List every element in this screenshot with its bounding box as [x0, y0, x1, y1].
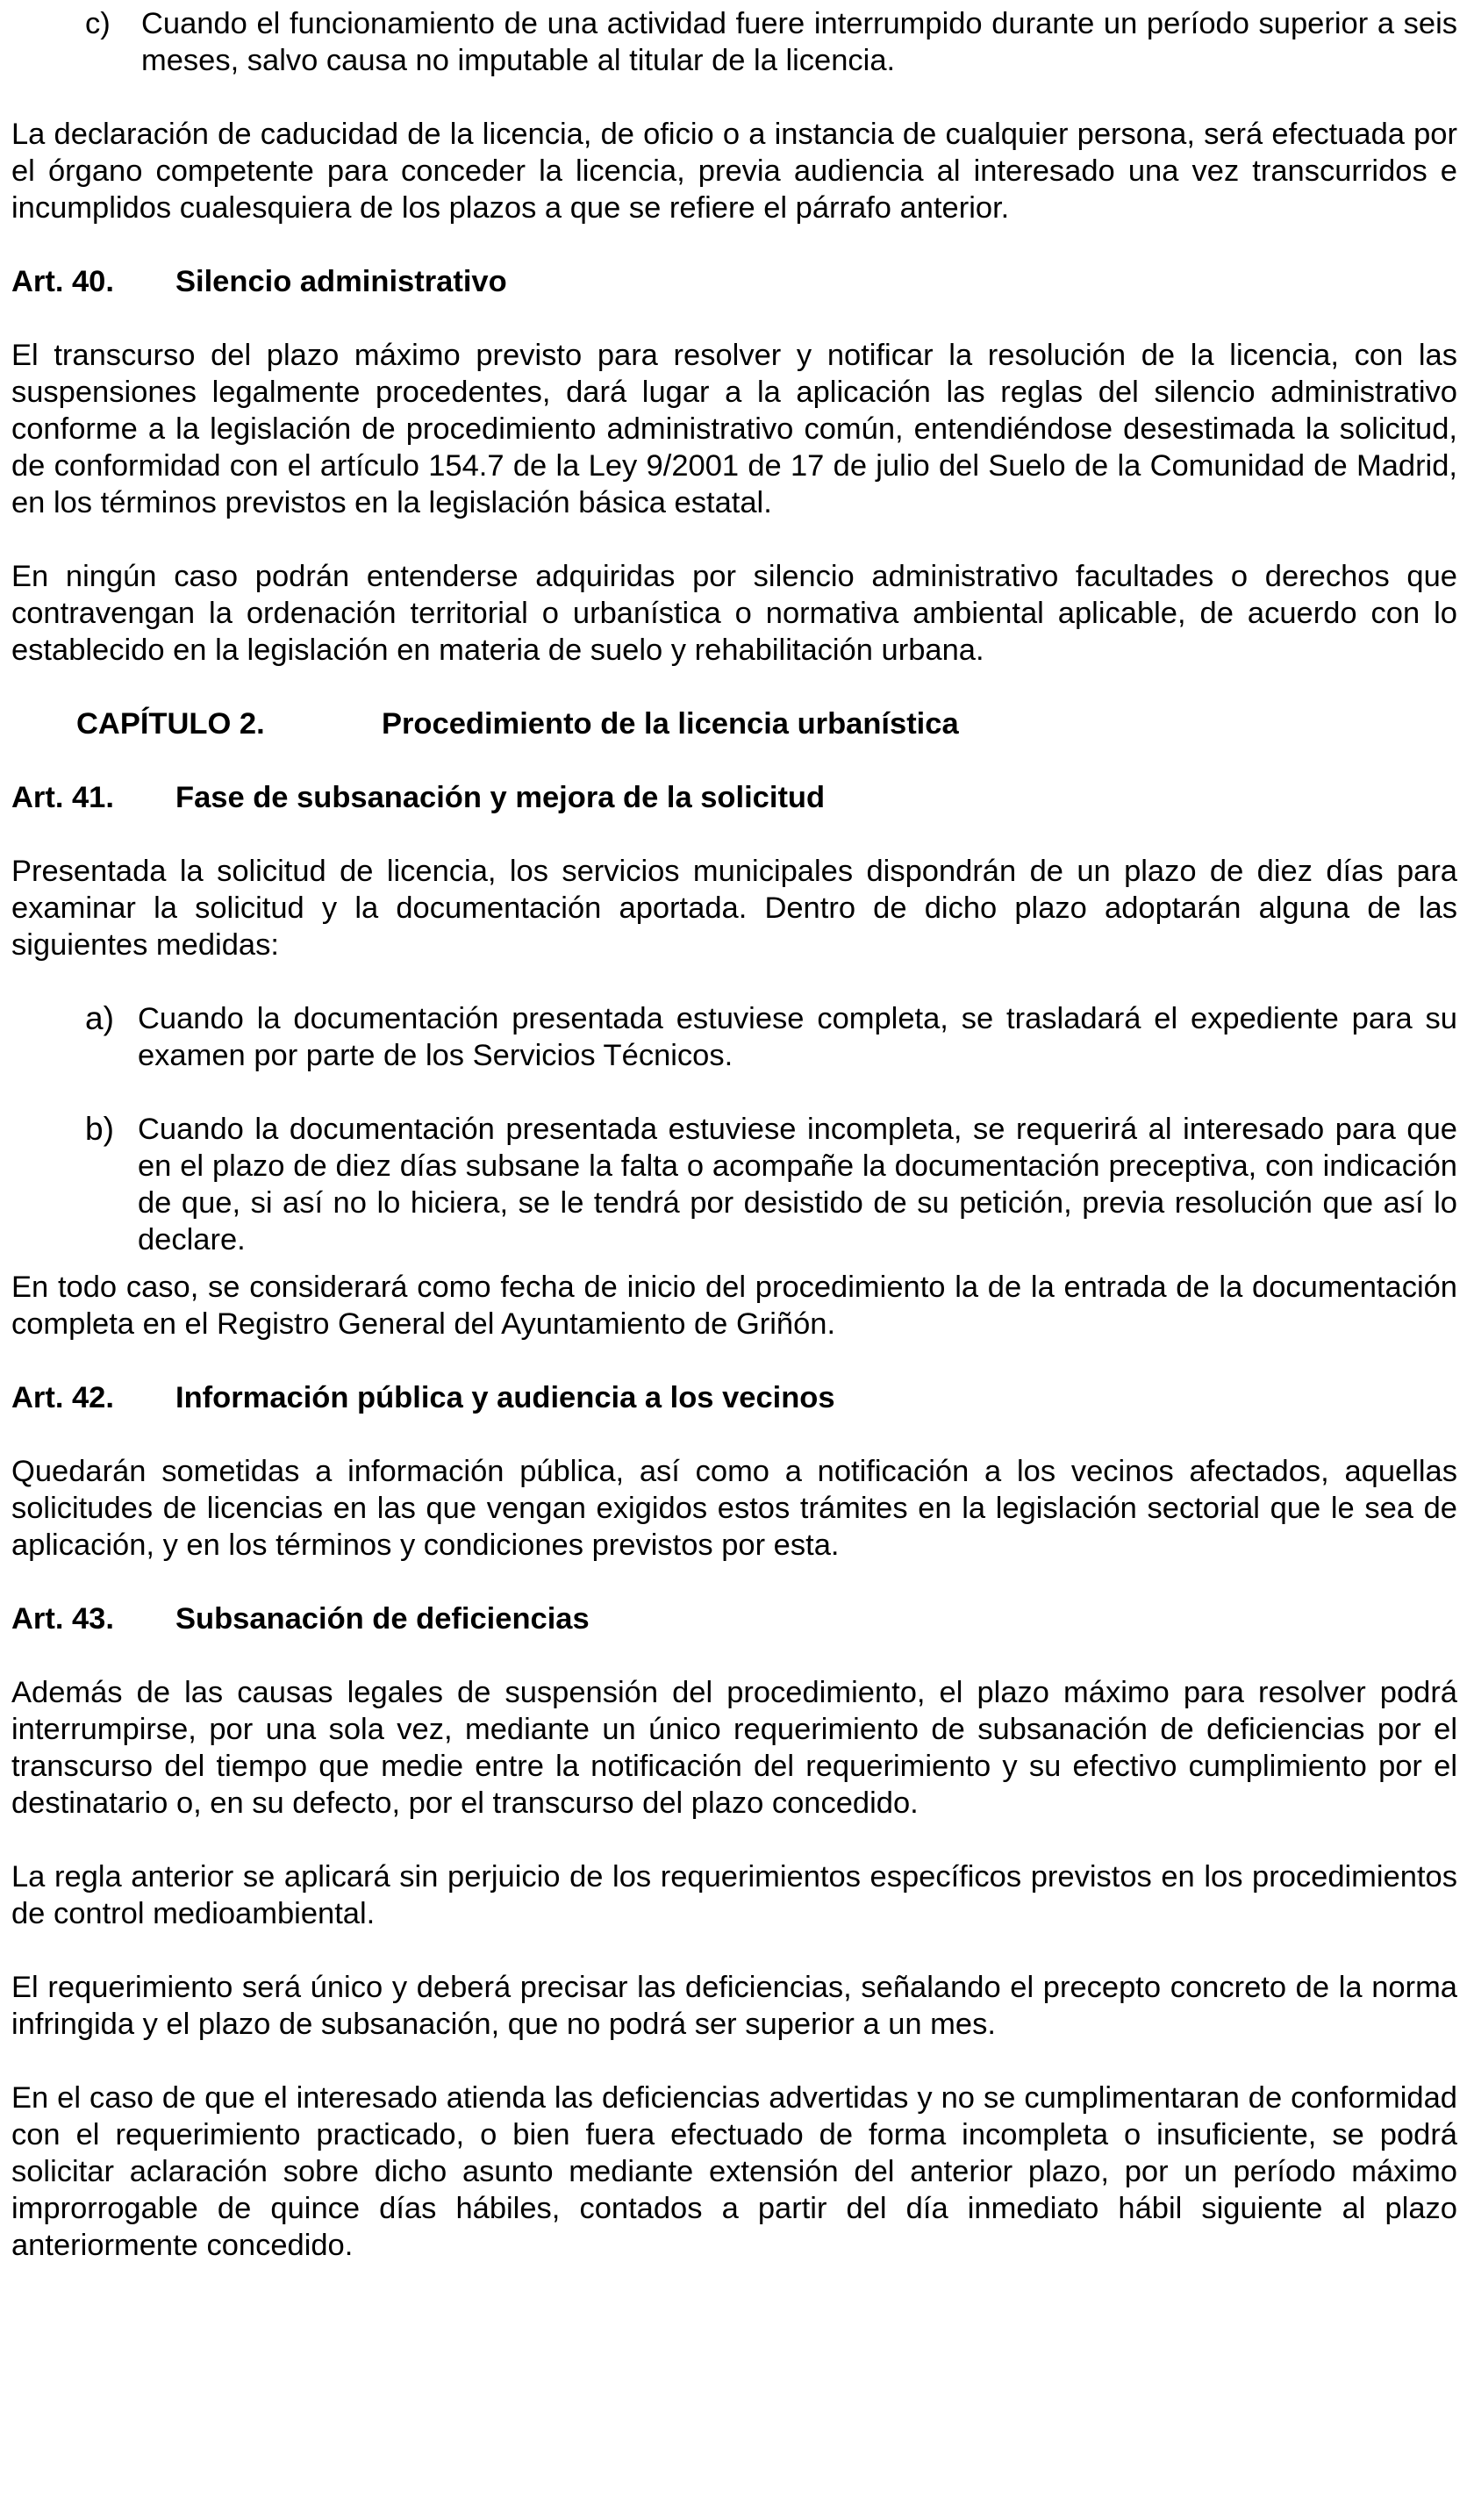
list-item-text: Cuando el funcionamiento de una actividad fuere interrumpido durante un período superior a seis meses, salvo causa no imputable al titular de la licencia. [141, 7, 1457, 77]
list-item-text: Cuando la documentación presentada estuviese completa, se trasladará el expediente para su examen por parte de los Servicios Técnicos. [138, 1002, 1457, 1072]
paragraph: El requerimiento será único y deberá precisar las deficiencias, señalando el precepto concreto de la norma infringida y el plazo de subsanación, que no podrá ser superior a un mes. [11, 1971, 1457, 2041]
paragraph: En ningún caso podrán entenderse adquiridas por silencio administrativo facultades o derechos que contravengan la ordenación territorial o urbanística o normativa ambiental aplicable, de acuerdo con lo establecido en la legislación en materia de suelo y rehabilitación urbana. [11, 560, 1457, 667]
chapter-title: Procedimiento de la licencia urbanística [382, 707, 959, 741]
article-title: Subsanación de deficiencias [175, 1602, 590, 1636]
paragraph: El transcurso del plazo máximo previsto para resolver y notificar la resolución de la licencia, con las suspensiones legalmente procedentes, dará lugar a la aplicación las reglas del silencio administrativo conforme a la legislación de procedimiento administrativo común, entendiéndose desestimada la solicitud, de conformidad con el artículo 154.7 de la Ley 9/2001 de 17 de julio del Suelo de la Comunidad de Madrid, en los términos previstos en la legislación básica estatal. [11, 339, 1457, 519]
list-item-text: Cuando la documentación presentada estuviese incompleta, se requerirá al interesado para que en el plazo de diez días subsane la falta o acompañe la documentación preceptiva, con indicación de que, si así no lo hiciera, se le tendrá por desistido de su petición, previa resolución que así lo declare. [138, 1113, 1457, 1256]
article-title: Fase de subsanación y mejora de la solicitud [175, 781, 826, 814]
article-heading-40 [11, 263, 1457, 300]
list-item-c [85, 5, 1457, 79]
list-item-b [85, 1111, 1457, 1258]
paragraph: Además de las causas legales de suspensión del procedimiento, el plazo máximo para resolver podrá interrumpirse, por una sola vez, mediante un único requerimiento de subsanación de deficiencias por el transcurso del tiempo que medie entre la notificación del requerimiento y su efectivo cumplimiento por el destinatario o, en su defecto, por el transcurso del plazo concedido. [11, 1676, 1457, 1820]
paragraph: En todo caso, se considerará como fecha de inicio del procedimiento la de la entrada de la documentación completa en el Registro General del Ayuntamiento de Griñón. [11, 1271, 1457, 1341]
list-item-letter: a) [85, 1000, 114, 1036]
article-heading-43 [11, 1600, 1457, 1637]
article-number: Art. 41. [11, 781, 114, 814]
paragraph: Presentada la solicitud de licencia, los servicios municipales dispondrán de un plazo de diez días para examinar la solicitud y la documentación aportada. Dentro de dicho plazo adoptarán alguna de las siguientes medidas: [11, 855, 1457, 962]
list-item-a [85, 1000, 1457, 1074]
paragraph: En el caso de que el interesado atienda las deficiencias advertidas y no se cumplimentaran de conformidad con el requerimiento practicado, o bien fuera efectuado de forma incompleta o insuficiente, se podrá solicitar aclaración sobre dicho asunto mediante extensión del anterior plazo, por un período máximo improrrogable de quince días hábiles, contados a partir del día inmediato hábil siguiente al plazo anteriormente concedido. [11, 2081, 1457, 2262]
paragraph-caducidad: La declaración de caducidad de la licencia, de oficio o a instancia de cualquier persona, será efectuada por el órgano competente para conceder la licencia, previa audiencia al interesado una vez transcurridos e incumplidos cualesquiera de los plazos a que se refiere el párrafo anterior. [11, 118, 1457, 225]
document-page [11, 5, 1457, 2264]
chapter-heading-2 [11, 705, 1457, 742]
article-title: Información pública y audiencia a los vecinos [175, 1381, 835, 1414]
list-item-letter: b) [85, 1111, 114, 1147]
paragraph: La regla anterior se aplicará sin perjuicio de los requerimientos específicos previstos en los procedimientos de control medioambiental. [11, 1860, 1457, 1930]
article-number: Art. 42. [11, 1381, 114, 1414]
list-item-letter: c) [85, 7, 111, 40]
article-number: Art. 40. [11, 265, 114, 298]
article-title: Silencio administrativo [175, 265, 507, 298]
article-heading-41 [11, 779, 1457, 816]
article-number: Art. 43. [11, 1602, 114, 1636]
chapter-number: CAPÍTULO 2. [76, 707, 265, 741]
article-heading-42 [11, 1379, 1457, 1416]
paragraph: Quedarán sometidas a información pública, así como a notificación a los vecinos afectados, aquellas solicitudes de licencias en las que vengan exigidos estos trámites en la legislación sectorial que le sea de aplicación, y en los términos y condiciones previstos por esta. [11, 1455, 1457, 1562]
